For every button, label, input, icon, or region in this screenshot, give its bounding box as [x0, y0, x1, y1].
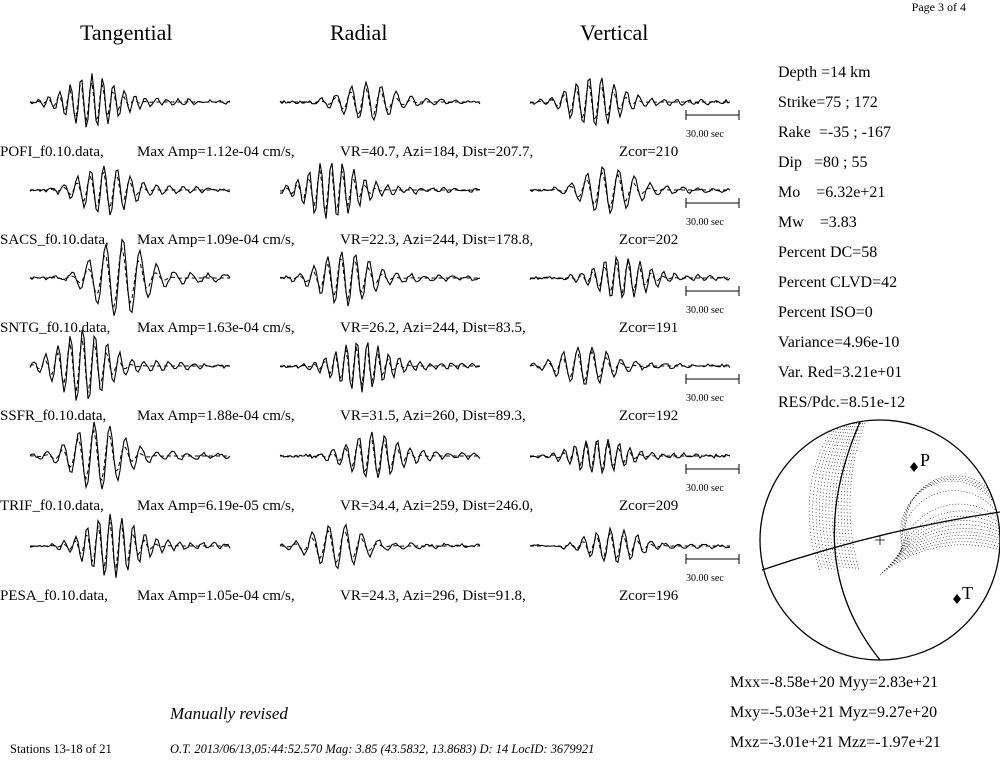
column-title-vertical: Vertical: [580, 20, 649, 45]
time-scale-label: 30.00 sec: [686, 305, 724, 316]
time-scale-label: 30.00 sec: [686, 573, 724, 584]
parameter-line: Dip =80 ; 55: [778, 154, 868, 171]
parameter-line: Depth =14 km: [778, 64, 871, 81]
column-title-tangential: Tangential: [80, 20, 173, 45]
footer-stations: Stations 13-18 of 21: [10, 742, 112, 756]
station-max-amp: Max Amp=1.05e-04 cm/s,: [137, 588, 295, 604]
tensor-line: Mxz=-3.01e+21 Mzz=-1.97e+21: [730, 734, 941, 751]
station-name: SNTG_f0.10.data,: [0, 320, 111, 336]
station-zcor: Zcor=192: [619, 408, 679, 424]
station-max-amp: Max Amp=6.19e-05 cm/s,: [137, 498, 295, 514]
time-scale-label: 30.00 sec: [686, 129, 724, 140]
time-scale-label: 30.00 sec: [686, 393, 724, 404]
station-stats: VR=22.3, Azi=244, Dist=178.8,: [340, 232, 534, 248]
parameter-line: Var. Red=3.21e+01: [778, 364, 903, 381]
parameter-line: RES/Pdc.=8.51e-12: [778, 394, 906, 411]
station-name: PESA_f0.10.data,: [0, 588, 108, 604]
station-max-amp: Max Amp=1.63e-04 cm/s,: [137, 320, 295, 336]
tensor-line: Mxy=-5.03e+21 Myz=9.27e+20: [730, 704, 938, 721]
station-name: SACS_f0.10.data,: [0, 232, 109, 248]
t-axis-label: T: [962, 583, 973, 603]
page-number: Page 3 of 4: [911, 0, 966, 14]
p-axis-label: P: [920, 450, 931, 470]
station-zcor: Zcor=202: [619, 232, 679, 248]
parameter-line: Strike=75 ; 172: [778, 94, 878, 111]
parameter-line: Percent DC=58: [778, 244, 878, 261]
station-name: TRIF_f0.10.data,: [0, 498, 104, 514]
station-zcor: Zcor=191: [619, 320, 679, 336]
station-stats: VR=24.3, Azi=296, Dist=91.8,: [340, 588, 526, 604]
parameter-line: Percent CLVD=42: [778, 274, 898, 291]
station-zcor: Zcor=210: [619, 144, 679, 160]
tensor-line: Mxx=-8.58e+20 Myy=2.83e+21: [730, 674, 939, 691]
time-scale-label: 30.00 sec: [686, 217, 724, 228]
time-scale-label: 30.00 sec: [686, 483, 724, 494]
p-axis-marker: [910, 462, 918, 472]
station-name: SSFR_f0.10.data,: [0, 408, 107, 424]
station-max-amp: Max Amp=1.88e-04 cm/s,: [137, 408, 295, 424]
station-stats: VR=40.7, Azi=184, Dist=207.7,: [340, 144, 534, 160]
station-max-amp: Max Amp=1.12e-04 cm/s,: [137, 144, 295, 160]
column-title-radial: Radial: [330, 20, 388, 45]
station-stats: VR=26.2, Azi=244, Dist=83.5,: [340, 320, 526, 336]
station-name: POFI_f0.10.data,: [0, 144, 104, 160]
station-zcor: Zcor=196: [619, 588, 679, 604]
parameter-line: Rake =-35 ; -167: [778, 124, 891, 141]
t-axis-marker: [953, 594, 961, 604]
manual-revision-note: Manually revised: [170, 704, 288, 723]
station-stats: VR=34.4, Azi=259, Dist=246.0,: [340, 498, 534, 514]
station-zcor: Zcor=209: [619, 498, 679, 514]
parameter-line: Variance=4.96e-10: [778, 334, 900, 351]
parameter-line: Mw =3.83: [778, 214, 857, 231]
parameter-line: Mo =6.32e+21: [778, 184, 886, 201]
station-max-amp: Max Amp=1.09e-04 cm/s,: [137, 232, 295, 248]
footer-origin-info: O.T. 2013/06/13,05:44:52.570 Mag: 3.85 (43.5832, 13.8683) D: 14 LocID: 3679921: [170, 742, 595, 756]
parameter-line: Percent ISO=0: [778, 304, 873, 321]
station-stats: VR=31.5, Azi=260, Dist=89.3,: [340, 408, 526, 424]
